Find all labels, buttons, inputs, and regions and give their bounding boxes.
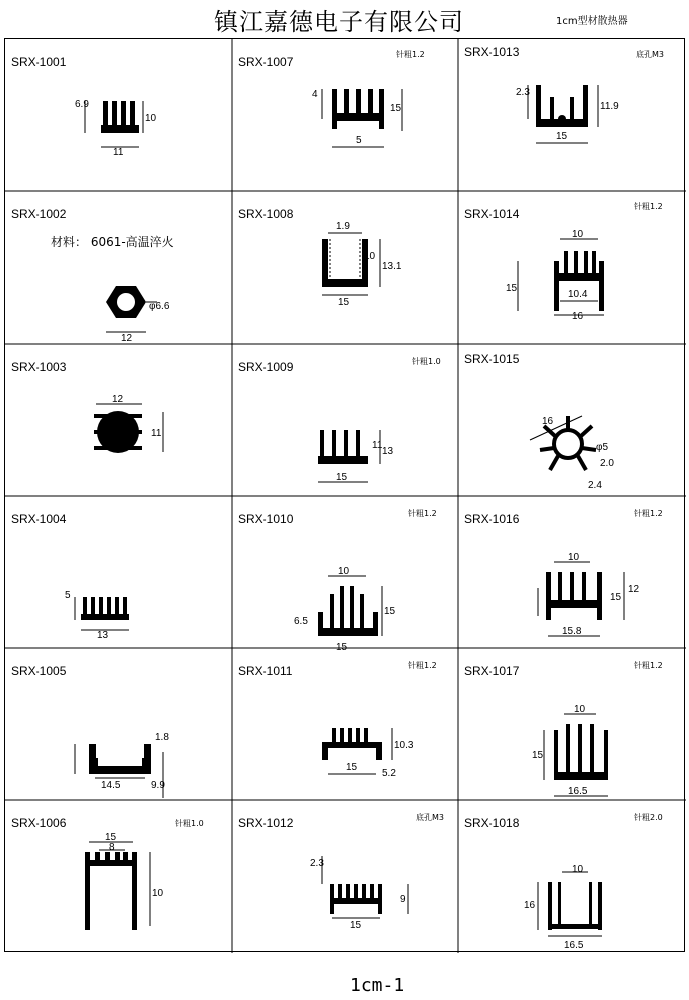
base-hole-note: 底孔M3 [416,813,444,822]
product-cell-1001 [5,39,232,191]
dim-label: 16 [542,416,554,427]
dim-label: 16 [572,311,584,322]
dim-label: 13.1 [382,261,402,272]
heatsink-drawing-1011 [232,648,458,800]
dim-label: 13 [97,630,109,641]
dim-label: 11.9 [600,101,619,112]
product-code: SRX-1012 [238,816,294,830]
fin-spec-note: 针粗1.2 [408,509,437,518]
heatsink-drawing-1012 [232,800,458,953]
product-cell-1004 [5,496,232,648]
heatsink-drawing-1003 [5,344,232,496]
dim-label: 10.3 [394,740,414,751]
dim-label: 10 [572,229,584,240]
product-grid [4,38,685,952]
product-code: SRX-1015 [464,352,520,366]
dim-label: 12 [121,333,133,344]
product-cell-1011 [232,648,458,800]
dim-label: 10 [574,704,586,715]
product-cell-1009 [232,344,458,496]
fin-spec-note: 针粗1.2 [634,509,663,518]
dim-label: 5.2 [382,768,396,779]
dim-label: 10 [338,566,350,577]
product-cell-1007 [232,39,458,191]
dim-label: 11 [151,428,162,439]
dim-label: 16.5 [564,940,584,951]
product-cell-1006 [5,800,232,953]
page-code: 1cm-1 [350,975,405,996]
product-code: SRX-1018 [464,816,520,830]
dim-label: 15 [556,131,568,142]
dim-label: 15 [350,920,362,931]
product-cell-1013 [458,39,686,191]
heatsink-drawing-1017 [458,648,686,800]
product-code: SRX-1005 [11,664,67,678]
dim-label: 6.5 [294,616,308,627]
product-code: SRX-1008 [238,207,294,221]
dim-label: 15 [610,592,622,603]
dim-label: 15 [506,283,518,294]
dim-label: 6.9 [75,99,89,110]
dim-label: 10 [152,888,164,899]
dim-label: 2.0 [600,458,614,469]
product-cell-1003 [5,344,232,496]
heatsink-drawing-1008 [232,191,458,344]
dim-label: 15 [336,472,348,483]
dim-label: 5 [65,590,71,601]
heatsink-drawing-1018 [458,800,686,953]
heatsink-drawing-1007 [232,39,458,191]
product-cell-1008 [232,191,458,344]
dim-label: 10.4 [568,289,588,300]
product-code: SRX-1013 [464,45,520,59]
product-cell-1018 [458,800,686,953]
dim-label: 15 [346,762,358,773]
dim-label: 11 [372,440,383,451]
dim-label: 15 [532,750,544,761]
dim-label: 10 [568,552,580,563]
product-cell-1015 [458,344,686,496]
heatsink-drawing-1016 [458,496,686,648]
fin-spec-note: 针粗1.2 [396,50,425,59]
dim-label: 8 [109,842,115,853]
dim-label: 12 [628,584,640,595]
fin-spec-note: 针粗1.0 [412,357,441,366]
dim-label: 9.9 [151,780,165,791]
dim-label: 15.8 [562,626,582,637]
heatsink-drawing-1002 [5,191,232,344]
dim-label: 4 [312,89,318,100]
product-code: SRX-1004 [11,512,67,526]
heatsink-drawing-1013 [458,39,686,191]
dim-label: 15 [384,606,396,617]
dim-label: 10 [145,113,157,124]
product-code: SRX-1001 [11,55,67,69]
product-code: SRX-1003 [11,360,67,374]
product-cell-1014 [458,191,686,344]
heatsink-drawing-1006 [5,800,232,953]
product-code: SRX-1009 [238,360,294,374]
fin-spec-note: 针粗1.2 [634,202,663,211]
catalog-subtitle: 1cm型材散热器 [556,16,628,27]
dim-label: 12 [112,394,124,405]
product-cell-1010 [232,496,458,653]
product-cell-1005 [5,648,232,800]
product-code: SRX-1014 [464,207,520,221]
product-code: SRX-1007 [238,55,294,69]
company-title: 镇江嘉德电子有限公司 [214,8,464,36]
dim-label: 15 [336,642,348,653]
fin-spec-note: 针粗1.2 [408,661,437,670]
dim-label: 14.5 [101,780,121,791]
fin-spec-note: 针粗2.0 [634,813,663,822]
heatsink-drawing-1005 [5,648,232,800]
dim-label: 10 [572,864,584,875]
material-spec: 材料： 6061-高温淬火 [51,235,174,249]
dim-label: 10 [364,251,376,262]
dim-label: 16.5 [568,786,588,797]
dim-label: 15 [105,832,117,843]
base-hole-note: 底孔M3 [636,50,664,59]
fin-spec-note: 针粗1.0 [175,819,204,828]
dim-label: φ5 [596,442,609,453]
product-code: SRX-1002 [11,207,67,221]
product-code: SRX-1016 [464,512,520,526]
dim-label: 2.4 [588,480,602,491]
heatsink-drawing-1001 [5,39,232,191]
fin-spec-note: 针粗1.2 [634,661,663,670]
product-code: SRX-1011 [238,664,293,678]
heatsink-drawing-1004 [5,496,232,648]
dim-label: 11 [113,147,124,158]
product-cell-1016 [458,496,686,648]
dim-label: φ6.6 [149,301,170,312]
heatsink-drawing-1009 [232,344,458,496]
heatsink-drawing-1015 [458,344,686,496]
product-code: SRX-1010 [238,512,294,526]
heatsink-drawing-1014 [458,191,686,344]
product-cell-1017 [458,648,686,800]
dim-label: 13 [382,446,394,457]
product-cell-1012 [232,800,458,953]
dim-label: 2.3 [310,858,324,869]
dim-label: 15 [390,103,402,114]
dim-label: 2.3 [516,87,530,98]
product-cell-1002 [5,191,232,344]
dim-label: 9 [400,894,406,905]
product-code: SRX-1017 [464,664,520,678]
dim-label: 1.8 [155,732,169,743]
heatsink-drawing-1010 [232,496,458,653]
dim-label: 5 [356,135,362,146]
dim-label: 16 [524,900,536,911]
dim-label: 1.9 [336,221,350,232]
product-code: SRX-1006 [11,816,67,830]
dim-label: 15 [338,297,350,308]
